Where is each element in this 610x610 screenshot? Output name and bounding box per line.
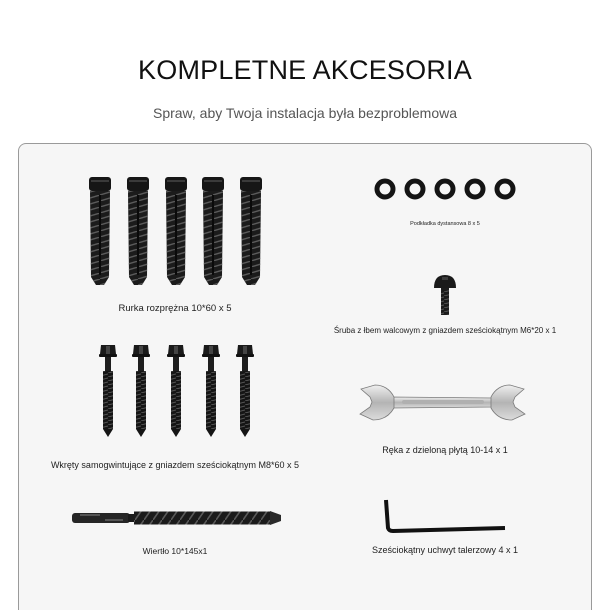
wall-anchor-3: [165, 177, 187, 285]
wall-anchor-label: Rurka rozprężna 10*60 x 5: [118, 303, 232, 314]
drill-bit-label: Wiertło 10*145x1: [142, 546, 208, 556]
lag-screw-2: [132, 345, 150, 437]
hex-key-label: Sześciokątny uchwyt talerzowy 4 x 1: [371, 545, 519, 555]
wall-anchor-icon: [89, 177, 262, 285]
bolt-head: [434, 275, 456, 288]
lag-screw-icon: [99, 345, 254, 437]
wall-anchor-1: [89, 177, 111, 285]
bolt-socket: [442, 277, 448, 280]
lag-screw-1: [99, 345, 117, 437]
spacer-washer-label: Podkładka dystansowa 8 x 5: [410, 221, 480, 227]
spacer-washer-2: [407, 181, 423, 197]
page-subtitle: Spraw, aby Twoja instalacja była bezproblemowa: [152, 105, 458, 121]
lag-screw-label: Wkręty samogwintujące z gniazdem sześciokątnym M8*60 x 5: [50, 460, 300, 470]
wall-anchor-2: [127, 177, 149, 285]
page-title: KOMPLETNE AKCESORIA: [138, 55, 472, 85]
lag-screw-5: [236, 345, 254, 437]
drill-bit-icon: [72, 511, 281, 525]
hex-key-rod: [386, 500, 505, 531]
drill-tip: [270, 511, 281, 525]
lag-screw-4: [202, 345, 220, 437]
wrench-right-jaw: [491, 385, 525, 420]
wall-anchor-4: [202, 177, 224, 285]
drill-shank-groove-1: [80, 514, 100, 516]
bolt-threads: [441, 290, 449, 315]
spacer-washer-3: [437, 181, 453, 197]
spacer-washer-5: [497, 181, 513, 197]
lag-screw-3: [167, 345, 185, 437]
drill-shank-groove-2: [105, 519, 123, 521]
spacer-washer-icon: [377, 181, 513, 197]
hex-socket-bolt-icon: [434, 275, 456, 315]
spacer-washer-4: [467, 181, 483, 197]
wall-anchor-5: [240, 177, 262, 285]
open-end-wrench-icon: [360, 385, 525, 420]
open-end-wrench-label: Ręka z dzieloną płytą 10-14 x 1: [382, 445, 508, 455]
drill-flutes: [134, 512, 270, 525]
wrench-left-jaw: [360, 385, 394, 420]
spacer-washer-1: [377, 181, 393, 197]
hex-socket-bolt-label: Śruba z łbem walcowym z gniazdem sześciokątnym M6*20 x 1: [333, 326, 557, 335]
hex-key-icon: [386, 500, 505, 531]
wrench-handle-groove: [402, 400, 484, 404]
